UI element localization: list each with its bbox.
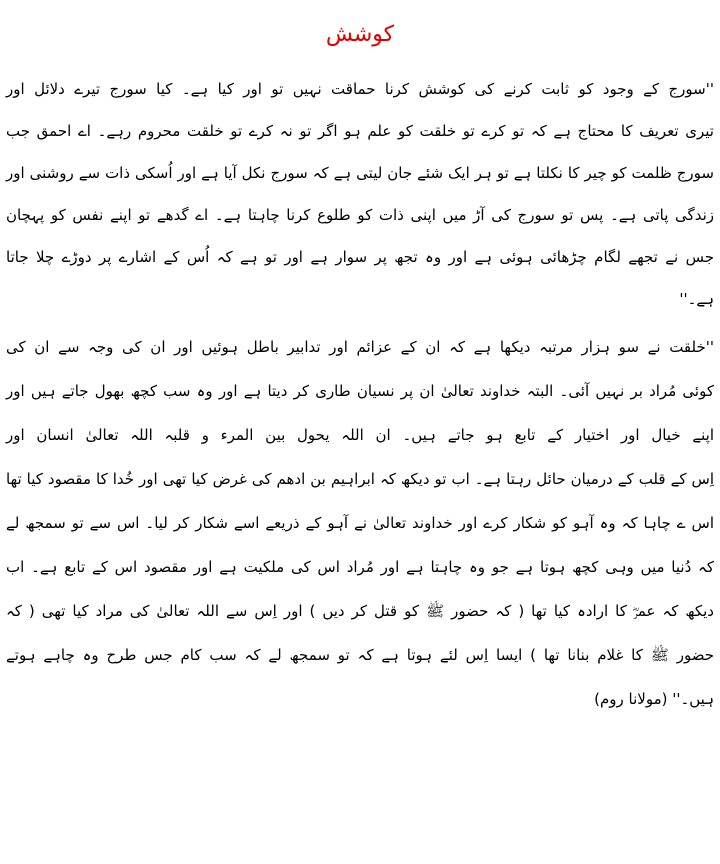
text-line: اس ے چاہا کہ وہ آہو کو شکار کرے اور خداوند تعالیٰ نے آہو کے ذریعے اسے شکار کر لیا۔ اس سے تو سمجھ لے — [6, 514, 714, 532]
text-line: اپنے خیال اور اختیار کے تابع ہو جاتے ہیں۔ ان اللہ یحول بین المرء و قلبہ اللہ تعالیٰ انسان اور — [6, 426, 714, 444]
text-line: سورج ظلمت کو چیر کا نکلتا ہے تو ہر ایک شئے جان لیتی ہے کہ سورج نکل آیا ہے اور اُسکی ذات سے روشنی اور — [6, 164, 714, 182]
paragraph-2 — [6, 336, 714, 710]
text-line: ہے۔'' — [679, 290, 714, 308]
text-line: ''خلقت نے سو ہزار مرتبہ دیکھا ہے کہ ان کے عزائم اور تدابیر باطل ہوئیں اور ان کی وجہ سے ان کی — [6, 338, 714, 356]
text-line: کوئی مُراد بر نہیں آئی۔ البتہ خداوند تعالیٰ ان پر نسیان طاری کر دیتا ہے اور وہ سب کچھ بھول جاتے ہیں اور — [6, 382, 714, 400]
document-title: کوشش — [325, 22, 395, 47]
text-line: جس نے تجھے لگام چڑھائی ہوئی ہے اور وہ تجھ پر سوار ہے اور تو ہے کہ اُس کے اشارے پر دوڑے چلا جاتا — [6, 248, 714, 266]
text-line: ہیں۔'' (مولانا روم) — [594, 690, 714, 708]
text-line: دیکھ کہ عمرؓ کا ارادہ کیا تھا ( کہ حضور ﷺ کو قتل کر دیں ) اور اِس سے اللہ تعالیٰ کی مراد کیا تھی ( کہ — [6, 602, 714, 620]
text-line: زندگی پاتی ہے۔ پس تو سورج کی آڑ میں اپنی ذات کو طلوع کرنا چاہتا ہے۔ اے گدھے تو اپنے نفس کو پہچان — [6, 206, 714, 224]
text-line: اِس کے قلب کے درمیان حائل رہتا ہے۔ اب تو دیکھ کہ ابراہیم بن ادھم کی غرض کیا تھی اور خُدا کا مقصود کیا تھا — [6, 470, 714, 488]
text-line: ''سورج کے وجود کو ثابت کرنے کی کوشش کرنا حماقت نہیں تو اور کیا ہے۔ کیا سورج تیرے دلائل اور — [6, 80, 714, 98]
paragraph-1 — [6, 78, 714, 310]
text-line: تیری تعریف کا محتاج ہے کہ تو کرے تو خلقت کو علم ہو اگر تو نہ کرے تو خلقت محروم رہے۔ اے احمق جب — [6, 122, 714, 140]
text-line: کہ دُنیا میں وہی کچھ ہوتا ہے جو وہ چاہتا ہے اور مُراد اس کی ملکیت ہے اور مقصود اس کے تابع ہے۔ اب — [6, 558, 714, 576]
text-line: حضور ﷺ کا غلام بنانا تھا ) ایسا اِس لئے ہوتا ہے کہ تو سمجھ لے کہ سب کام جس طرح وہ چاہے ہوتے — [6, 646, 714, 664]
